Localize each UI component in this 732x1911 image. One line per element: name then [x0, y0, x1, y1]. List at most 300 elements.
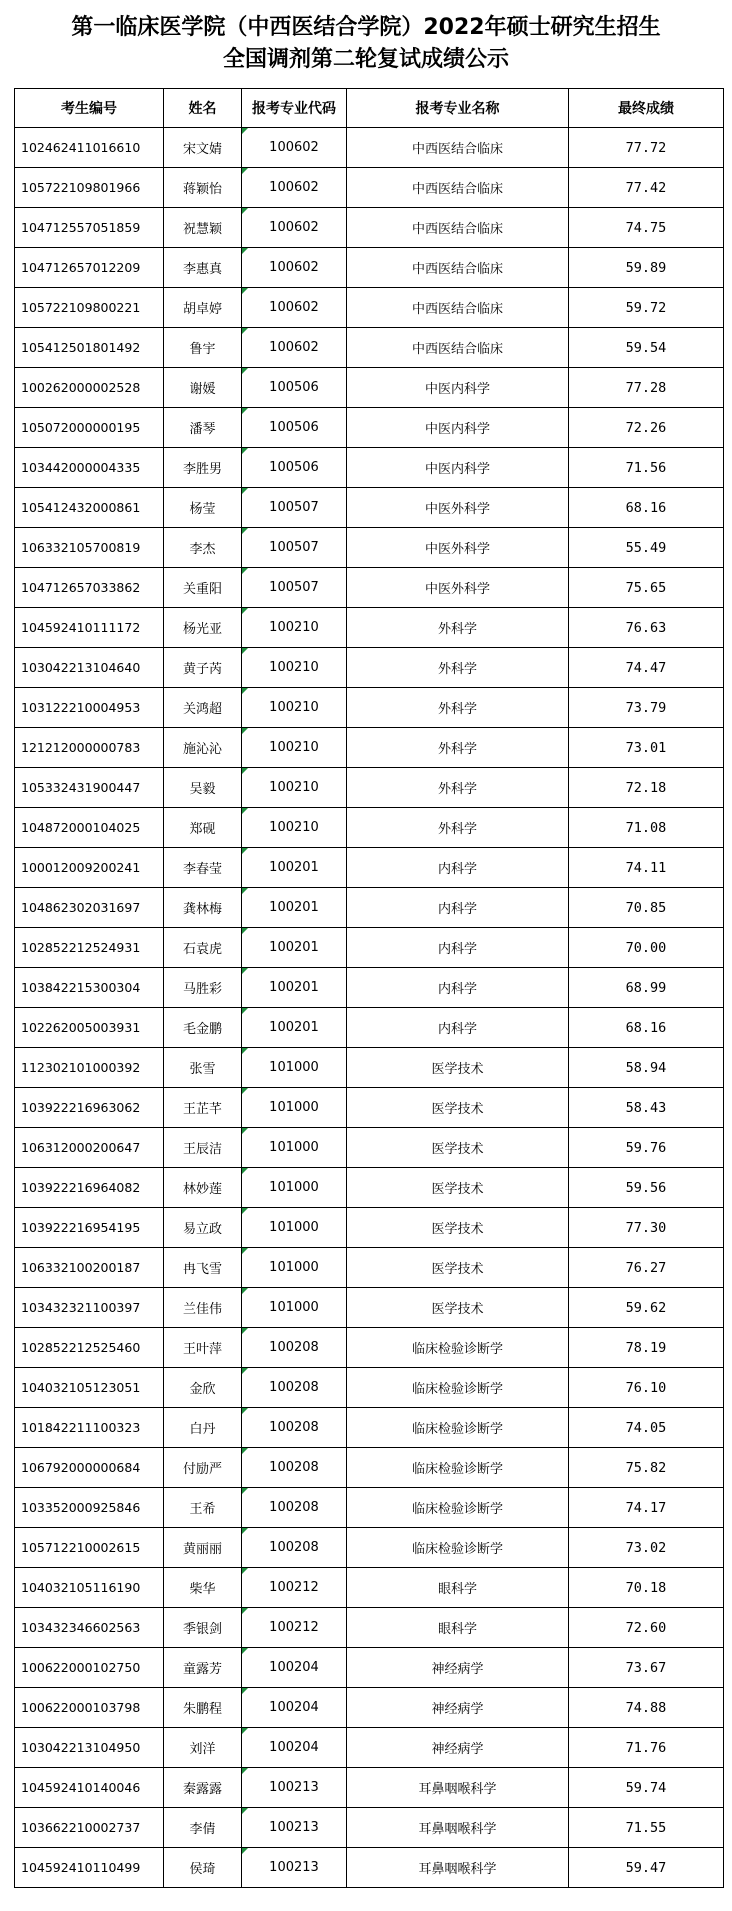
major-code-text: 100602 [269, 180, 319, 195]
final-score-cell: 74.88 [569, 1688, 724, 1728]
major-name-cell: 医学技术 [347, 1088, 569, 1128]
name-cell: 施沁沁 [164, 728, 242, 768]
candidate-id-cell: 121212000000783 [15, 728, 164, 768]
table-row [15, 1528, 724, 1568]
candidate-id-cell: 104592410140046 [15, 1768, 164, 1808]
candidate-id-cell: 103122210004953 [15, 688, 164, 728]
name-cell: 朱鹏程 [164, 1688, 242, 1728]
candidate-id-cell: 105412501801492 [15, 328, 164, 368]
cell-marker-icon [242, 1608, 248, 1614]
name-cell: 秦露露 [164, 1768, 242, 1808]
header-candidate-id: 考生编号 [15, 89, 164, 128]
table-row [15, 288, 724, 328]
major-code-cell [242, 1408, 347, 1448]
cell-marker-icon [242, 728, 248, 734]
table-row [15, 488, 724, 528]
final-score-cell: 59.56 [569, 1168, 724, 1208]
title-line-1: 第一临床医学院（中西医结合学院）2022年硕士研究生招生 [71, 15, 661, 40]
candidate-id-cell: 104862302031697 [15, 888, 164, 928]
candidate-id-cell: 105712210002615 [15, 1528, 164, 1568]
candidate-id-cell: 103922216954195 [15, 1208, 164, 1248]
cell-marker-icon [242, 208, 248, 214]
table-row [15, 1368, 724, 1408]
cell-marker-icon [242, 1688, 248, 1694]
candidate-id-cell: 101842211100323 [15, 1408, 164, 1448]
candidate-id-cell: 104592410110499 [15, 1848, 164, 1888]
final-score-cell: 68.99 [569, 968, 724, 1008]
name-cell: 王希 [164, 1488, 242, 1528]
table-row [15, 968, 724, 1008]
name-cell: 李胜男 [164, 448, 242, 488]
final-score-cell: 75.65 [569, 568, 724, 608]
cell-marker-icon [242, 1328, 248, 1334]
major-code-cell [242, 1128, 347, 1168]
page-title [0, 0, 732, 88]
final-score-cell: 74.75 [569, 208, 724, 248]
table-row [15, 888, 724, 928]
major-code-text: 100210 [269, 780, 319, 795]
major-code-cell [242, 288, 347, 328]
table-row [15, 1648, 724, 1688]
cell-marker-icon [242, 1568, 248, 1574]
final-score-cell: 78.19 [569, 1328, 724, 1368]
cell-marker-icon [242, 768, 248, 774]
major-code-text: 101000 [269, 1100, 319, 1115]
table-row [15, 1768, 724, 1808]
table-row [15, 688, 724, 728]
candidate-id-cell: 103842215300304 [15, 968, 164, 1008]
cell-marker-icon [242, 1408, 248, 1414]
candidate-id-cell: 106332105700819 [15, 528, 164, 568]
name-cell: 祝慧颖 [164, 208, 242, 248]
name-cell: 宋文婧 [164, 128, 242, 168]
major-code-cell [242, 168, 347, 208]
final-score-cell: 55.49 [569, 528, 724, 568]
major-code-text: 100506 [269, 420, 319, 435]
cell-marker-icon [242, 568, 248, 574]
major-code-text: 100602 [269, 340, 319, 355]
name-cell: 鲁宇 [164, 328, 242, 368]
table-row [15, 1128, 724, 1168]
final-score-cell: 59.74 [569, 1768, 724, 1808]
candidate-id-cell: 104712657033862 [15, 568, 164, 608]
major-code-cell [242, 528, 347, 568]
major-code-cell [242, 968, 347, 1008]
table-row [15, 1728, 724, 1768]
major-code-cell [242, 808, 347, 848]
name-cell: 侯琦 [164, 1848, 242, 1888]
table-row [15, 528, 724, 568]
table-row [15, 568, 724, 608]
name-cell: 李春莹 [164, 848, 242, 888]
major-code-cell [242, 1288, 347, 1328]
major-code-text: 100213 [269, 1820, 319, 1835]
header-name: 姓名 [164, 89, 242, 128]
name-cell: 黄子芮 [164, 648, 242, 688]
name-cell: 吴毅 [164, 768, 242, 808]
name-cell: 谢媛 [164, 368, 242, 408]
final-score-cell: 73.01 [569, 728, 724, 768]
candidate-id-cell: 103042213104640 [15, 648, 164, 688]
final-score-cell: 59.54 [569, 328, 724, 368]
major-name-cell: 内科学 [347, 1008, 569, 1048]
major-name-cell: 神经病学 [347, 1648, 569, 1688]
name-cell: 关鸿超 [164, 688, 242, 728]
table-row [15, 248, 724, 288]
major-code-text: 100208 [269, 1380, 319, 1395]
name-cell: 金欣 [164, 1368, 242, 1408]
name-cell: 冉飞雪 [164, 1248, 242, 1288]
final-score-cell: 77.30 [569, 1208, 724, 1248]
final-score-cell: 73.79 [569, 688, 724, 728]
major-code-text: 100201 [269, 940, 319, 955]
major-name-cell: 外科学 [347, 728, 569, 768]
candidate-id-cell: 105722109800221 [15, 288, 164, 328]
candidate-id-cell: 102262005003931 [15, 1008, 164, 1048]
major-code-cell [242, 888, 347, 928]
cell-marker-icon [242, 328, 248, 334]
major-code-cell [242, 1528, 347, 1568]
major-code-cell [242, 728, 347, 768]
table-row [15, 1048, 724, 1088]
name-cell: 张雪 [164, 1048, 242, 1088]
major-name-cell: 医学技术 [347, 1248, 569, 1288]
final-score-cell: 59.89 [569, 248, 724, 288]
name-cell: 童露芳 [164, 1648, 242, 1688]
major-code-text: 101000 [269, 1260, 319, 1275]
major-name-cell: 临床检验诊断学 [347, 1448, 569, 1488]
major-code-cell [242, 1208, 347, 1248]
table-row [15, 728, 724, 768]
cell-marker-icon [242, 168, 248, 174]
name-cell: 兰佳伟 [164, 1288, 242, 1328]
final-score-cell: 74.47 [569, 648, 724, 688]
cell-marker-icon [242, 1528, 248, 1534]
cell-marker-icon [242, 1088, 248, 1094]
major-name-cell: 外科学 [347, 768, 569, 808]
major-name-cell: 中医外科学 [347, 528, 569, 568]
major-name-cell: 医学技术 [347, 1208, 569, 1248]
major-code-cell [242, 928, 347, 968]
final-score-cell: 58.43 [569, 1088, 724, 1128]
cell-marker-icon [242, 808, 248, 814]
cell-marker-icon [242, 1648, 248, 1654]
major-code-cell [242, 1608, 347, 1648]
name-cell: 龚林梅 [164, 888, 242, 928]
major-code-cell [242, 448, 347, 488]
major-code-text: 100210 [269, 660, 319, 675]
table-row [15, 128, 724, 168]
table-row [15, 448, 724, 488]
major-code-cell [242, 1088, 347, 1128]
cell-marker-icon [242, 1128, 248, 1134]
major-code-text: 100201 [269, 860, 319, 875]
major-code-text: 101000 [269, 1140, 319, 1155]
major-code-text: 100204 [269, 1740, 319, 1755]
major-name-cell: 外科学 [347, 608, 569, 648]
header-major-code: 报考专业代码 [242, 89, 347, 128]
candidate-id-cell: 104712557051859 [15, 208, 164, 248]
major-code-cell [242, 1568, 347, 1608]
major-name-cell: 眼科学 [347, 1568, 569, 1608]
candidate-id-cell: 100622000103798 [15, 1688, 164, 1728]
major-code-cell [242, 208, 347, 248]
final-score-cell: 68.16 [569, 1008, 724, 1048]
cell-marker-icon [242, 1768, 248, 1774]
final-score-cell: 74.11 [569, 848, 724, 888]
table-row [15, 1448, 724, 1488]
table-row [15, 1848, 724, 1888]
table-row [15, 328, 724, 368]
cell-marker-icon [242, 488, 248, 494]
major-code-text: 100506 [269, 460, 319, 475]
major-code-cell [242, 408, 347, 448]
major-name-cell: 外科学 [347, 648, 569, 688]
major-code-cell [242, 1008, 347, 1048]
major-name-cell: 外科学 [347, 808, 569, 848]
header-major-name: 报考专业名称 [347, 89, 569, 128]
major-name-cell: 神经病学 [347, 1688, 569, 1728]
cell-marker-icon [242, 1288, 248, 1294]
table-row [15, 1568, 724, 1608]
major-code-text: 100507 [269, 500, 319, 515]
name-cell: 石袁虎 [164, 928, 242, 968]
name-cell: 毛金鹏 [164, 1008, 242, 1048]
major-code-text: 100212 [269, 1620, 319, 1635]
table-row [15, 768, 724, 808]
final-score-cell: 72.18 [569, 768, 724, 808]
final-score-cell: 58.94 [569, 1048, 724, 1088]
candidate-id-cell: 102852212524931 [15, 928, 164, 968]
cell-marker-icon [242, 128, 248, 134]
table-header-row [15, 89, 724, 128]
major-code-text: 100602 [269, 220, 319, 235]
major-name-cell: 内科学 [347, 848, 569, 888]
major-code-text: 100201 [269, 900, 319, 915]
major-code-cell [242, 688, 347, 728]
cell-marker-icon [242, 528, 248, 534]
table-row [15, 1808, 724, 1848]
final-score-cell: 59.72 [569, 288, 724, 328]
cell-marker-icon [242, 1808, 248, 1814]
major-name-cell: 内科学 [347, 888, 569, 928]
final-score-cell: 73.67 [569, 1648, 724, 1688]
major-code-text: 100210 [269, 820, 319, 835]
name-cell: 关重阳 [164, 568, 242, 608]
table-row [15, 168, 724, 208]
name-cell: 白丹 [164, 1408, 242, 1448]
major-code-text: 100506 [269, 380, 319, 395]
candidate-id-cell: 102462411016610 [15, 128, 164, 168]
final-score-cell: 77.72 [569, 128, 724, 168]
table-row [15, 1088, 724, 1128]
major-name-cell: 眼科学 [347, 1608, 569, 1648]
candidate-id-cell: 103432346602563 [15, 1608, 164, 1648]
major-name-cell: 外科学 [347, 688, 569, 728]
final-score-cell: 59.62 [569, 1288, 724, 1328]
name-cell: 郑砚 [164, 808, 242, 848]
table-row [15, 1168, 724, 1208]
candidate-id-cell: 102852212525460 [15, 1328, 164, 1368]
major-code-cell [242, 128, 347, 168]
final-score-cell: 77.42 [569, 168, 724, 208]
final-score-cell: 68.16 [569, 488, 724, 528]
table-row [15, 1208, 724, 1248]
final-score-cell: 74.17 [569, 1488, 724, 1528]
final-score-cell: 70.00 [569, 928, 724, 968]
cell-marker-icon [242, 1368, 248, 1374]
table-row [15, 1248, 724, 1288]
major-code-cell [242, 608, 347, 648]
title-line-2: 全国调剂第二轮复试成绩公示 [222, 47, 509, 72]
table-row [15, 1488, 724, 1528]
major-name-cell: 中西医结合临床 [347, 128, 569, 168]
name-cell: 李惠真 [164, 248, 242, 288]
candidate-id-cell: 103352000925846 [15, 1488, 164, 1528]
major-code-text: 100213 [269, 1780, 319, 1795]
candidate-id-cell: 104872000104025 [15, 808, 164, 848]
final-score-cell: 59.47 [569, 1848, 724, 1888]
cell-marker-icon [242, 648, 248, 654]
final-score-cell: 71.55 [569, 1808, 724, 1848]
table-row [15, 408, 724, 448]
cell-marker-icon [242, 368, 248, 374]
major-code-text: 100210 [269, 620, 319, 635]
major-code-cell [242, 1488, 347, 1528]
candidate-id-cell: 100262000002528 [15, 368, 164, 408]
name-cell: 马胜彩 [164, 968, 242, 1008]
major-code-cell [242, 248, 347, 288]
major-code-cell [242, 1848, 347, 1888]
table-row [15, 848, 724, 888]
cell-marker-icon [242, 1048, 248, 1054]
candidate-id-cell: 104032105116190 [15, 1568, 164, 1608]
candidate-id-cell: 103432321100397 [15, 1288, 164, 1328]
major-code-cell [242, 1328, 347, 1368]
name-cell: 林妙莲 [164, 1168, 242, 1208]
final-score-cell: 70.85 [569, 888, 724, 928]
name-cell: 李倩 [164, 1808, 242, 1848]
candidate-id-cell: 112302101000392 [15, 1048, 164, 1088]
name-cell: 黄丽丽 [164, 1528, 242, 1568]
major-code-cell [242, 1728, 347, 1768]
major-name-cell: 医学技术 [347, 1048, 569, 1088]
major-code-text: 101000 [269, 1180, 319, 1195]
major-name-cell: 中医内科学 [347, 448, 569, 488]
major-code-cell [242, 1168, 347, 1208]
candidate-id-cell: 105332431900447 [15, 768, 164, 808]
table-row [15, 368, 724, 408]
candidate-id-cell: 104592410111172 [15, 608, 164, 648]
major-code-text: 101000 [269, 1220, 319, 1235]
cell-marker-icon [242, 1728, 248, 1734]
major-code-cell [242, 488, 347, 528]
cell-marker-icon [242, 1168, 248, 1174]
major-name-cell: 耳鼻咽喉科学 [347, 1848, 569, 1888]
name-cell: 杨莹 [164, 488, 242, 528]
final-score-cell: 77.28 [569, 368, 724, 408]
major-code-text: 100507 [269, 540, 319, 555]
final-score-cell: 73.02 [569, 1528, 724, 1568]
major-name-cell: 中医内科学 [347, 408, 569, 448]
final-score-cell: 75.82 [569, 1448, 724, 1488]
major-code-cell [242, 648, 347, 688]
major-code-cell [242, 328, 347, 368]
candidate-id-cell: 105072000000195 [15, 408, 164, 448]
major-name-cell: 神经病学 [347, 1728, 569, 1768]
table-row [15, 1608, 724, 1648]
major-code-cell [242, 1768, 347, 1808]
major-name-cell: 耳鼻咽喉科学 [347, 1808, 569, 1848]
major-code-cell [242, 768, 347, 808]
major-code-text: 100212 [269, 1580, 319, 1595]
cell-marker-icon [242, 1448, 248, 1454]
cell-marker-icon [242, 408, 248, 414]
table-row [15, 1328, 724, 1368]
cell-marker-icon [242, 288, 248, 294]
major-name-cell: 中西医结合临床 [347, 168, 569, 208]
major-code-cell [242, 1448, 347, 1488]
cell-marker-icon [242, 968, 248, 974]
name-cell: 柴华 [164, 1568, 242, 1608]
major-code-text: 100208 [269, 1420, 319, 1435]
candidate-id-cell: 103442000004335 [15, 448, 164, 488]
cell-marker-icon [242, 448, 248, 454]
table-row [15, 1408, 724, 1448]
final-score-cell: 72.26 [569, 408, 724, 448]
results-table [14, 88, 724, 1888]
major-name-cell: 临床检验诊断学 [347, 1328, 569, 1368]
major-code-text: 100210 [269, 700, 319, 715]
final-score-cell: 76.10 [569, 1368, 724, 1408]
cell-marker-icon [242, 1848, 248, 1854]
header-final-score: 最终成绩 [569, 89, 724, 128]
candidate-id-cell: 104712657012209 [15, 248, 164, 288]
major-code-text: 100208 [269, 1460, 319, 1475]
major-code-text: 100201 [269, 1020, 319, 1035]
candidate-id-cell: 106332100200187 [15, 1248, 164, 1288]
cell-marker-icon [242, 1488, 248, 1494]
major-name-cell: 医学技术 [347, 1288, 569, 1328]
major-name-cell: 医学技术 [347, 1128, 569, 1168]
major-code-cell [242, 1368, 347, 1408]
name-cell: 潘琴 [164, 408, 242, 448]
final-score-cell: 71.76 [569, 1728, 724, 1768]
major-name-cell: 临床检验诊断学 [347, 1408, 569, 1448]
cell-marker-icon [242, 608, 248, 614]
major-name-cell: 临床检验诊断学 [347, 1488, 569, 1528]
major-name-cell: 临床检验诊断学 [347, 1368, 569, 1408]
candidate-id-cell: 100622000102750 [15, 1648, 164, 1688]
name-cell: 付励严 [164, 1448, 242, 1488]
candidate-id-cell: 106312000200647 [15, 1128, 164, 1168]
final-score-cell: 70.18 [569, 1568, 724, 1608]
cell-marker-icon [242, 888, 248, 894]
major-code-text: 100213 [269, 1860, 319, 1875]
major-name-cell: 中西医结合临床 [347, 208, 569, 248]
cell-marker-icon [242, 1248, 248, 1254]
major-code-cell [242, 1248, 347, 1288]
major-code-text: 100208 [269, 1500, 319, 1515]
final-score-cell: 76.27 [569, 1248, 724, 1288]
major-name-cell: 医学技术 [347, 1168, 569, 1208]
final-score-cell: 71.08 [569, 808, 724, 848]
final-score-cell: 71.56 [569, 448, 724, 488]
table-row [15, 608, 724, 648]
name-cell: 易立政 [164, 1208, 242, 1248]
major-name-cell: 中西医结合临床 [347, 288, 569, 328]
table-row [15, 1008, 724, 1048]
